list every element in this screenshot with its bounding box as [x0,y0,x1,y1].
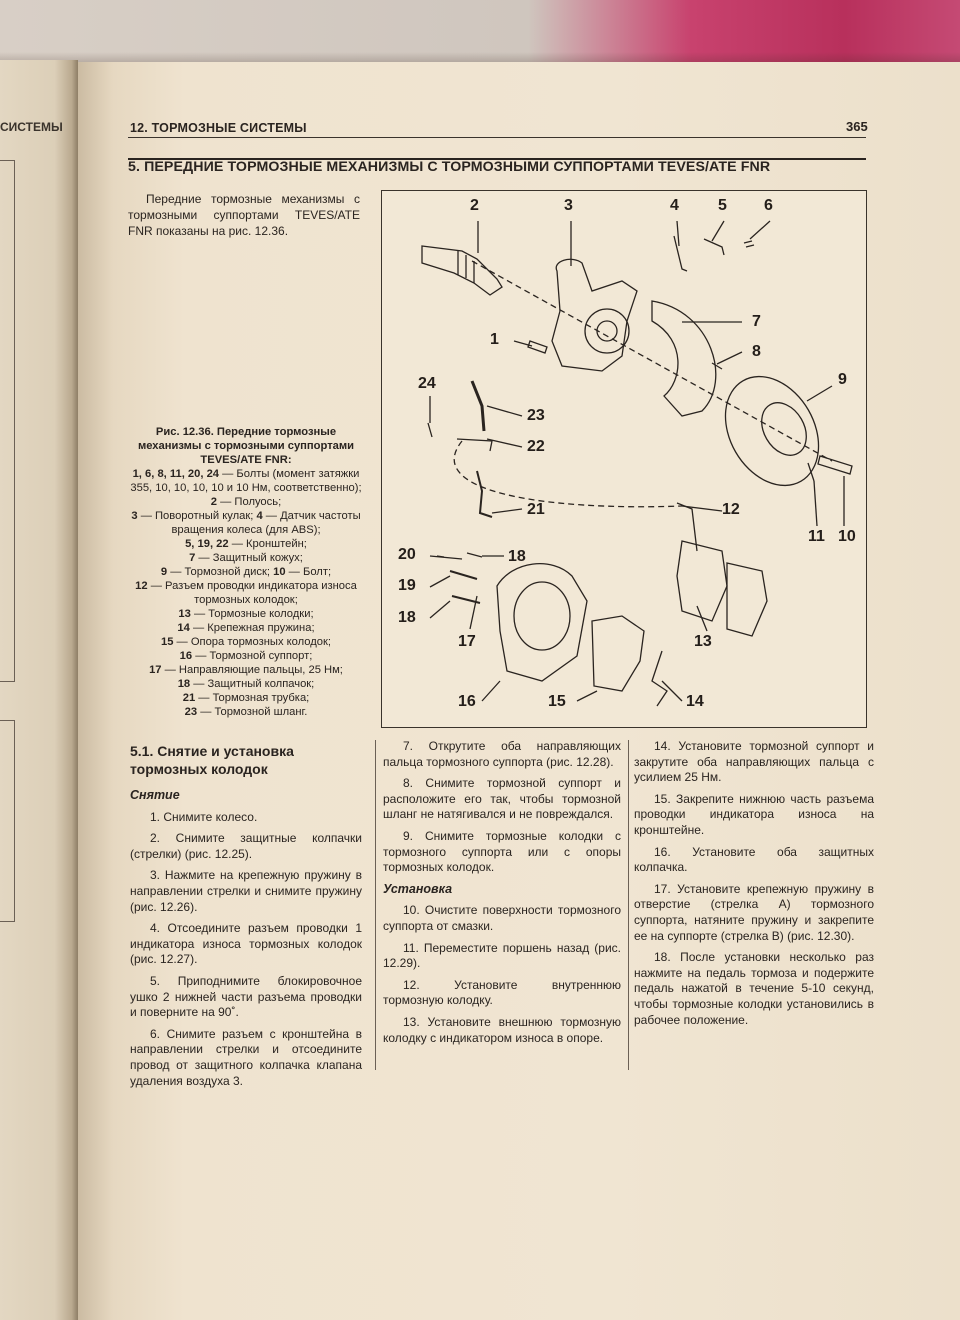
callout-1: 1 [490,331,499,348]
callout-12: 12 [722,501,740,518]
step-14: 14. Установите тормозной суппорт и закрутите оба направляющих пальца с усилием 25 Нм. [634,739,874,785]
leader-line [807,386,832,401]
step-9: 9. Снимите тормозные колодки с тормозного суппорта или с опоры тормозных колодок. [383,828,621,875]
left-page-box [0,160,15,682]
callout-4: 4 [670,197,679,214]
caption-item: 1, 6, 8, 11, 20, 24 — Болты (момент затяжки 355, 10, 10, 10, 10 и 10 Нм, соответственно); [130,468,362,494]
step-15: 15. Закрепите нижнюю часть разъема проводки индикатора износа на кронштейне. [634,791,874,837]
caption-item: 17 — Направляющие пальцы, 25 Нм; [149,664,343,676]
step-17: 17. Установите крепежную пружину в отверстие (стрелка А) тормозного суппорта, натяните пружину и закрепите ее на суппорте (стрелка В) (рис. 12.30). [634,881,874,943]
step-7: 7. Открутите оба направляющих пальца тормозного суппорта (рис. 12.28). [383,739,621,769]
caption-item: 13 — Тормозные колодки; [178,608,314,620]
caption-item: 23 — Тормозной шланг. [184,706,308,718]
caption-item: 14 — Крепежная пружина; [177,622,315,634]
leader-line [662,681,682,701]
callout-19: 19 [398,577,416,594]
caption-item: 16 — Тормозной суппорт; [179,650,313,662]
text-column-3 [634,739,874,1034]
callout-24: 24 [418,375,436,392]
pad-carrier-shape [592,616,644,691]
callout-21: 21 [527,501,545,518]
callout-5: 5 [718,197,727,214]
column-divider [375,740,376,1070]
step-11: 11. Переместите поршень назад (рис. 12.29). [383,940,621,971]
left-page-header-fragment: СИСТЕМЫ [0,120,63,134]
callout-18: 18 [398,609,416,626]
intro-paragraph: Передние тормозные механизмы с тормозными суппортами TEVES/ATE FNR показаны на рис. 12.36. [128,192,360,238]
caption-item: 2 — Полуось; [210,496,282,508]
callout-3: 3 [564,197,573,214]
callout-7: 7 [752,313,761,330]
install-heading: Установка [383,881,453,896]
chapter-title: 12. ТОРМОЗНЫЕ СИСТЕМЫ [130,121,307,135]
subsection-title: 5.1. Снятие и установка тормозных колодок [130,743,294,777]
assembly-axis [472,261,832,461]
step-16: 16. Установите оба защитных колпачка. [634,844,874,875]
callout-14: 14 [686,693,704,710]
brake-disc-shape [707,360,838,502]
caption-item: 9 — Тормозной диск; [160,566,274,578]
leader-line [487,406,522,416]
callout-8: 8 [752,343,761,360]
leader-line [577,691,597,701]
text-column-2 [383,739,621,1052]
section-title: 5. ПЕРЕДНИЕ ТОРМОЗНЫЕ МЕХАНИЗМЫ С ТОРМОЗНЫМИ СУППОРТАМИ TEVES/ATE FNR [128,159,771,175]
callout-15: 15 [548,693,566,710]
brake-pad-shape [727,563,767,636]
column-divider [628,740,629,1070]
sensor-wire [454,441,682,507]
caption-item: 5, 19, 22 — Кронштейн; [185,538,307,550]
callout-18: 18 [508,548,526,565]
caption-item: 15 — Опора тормозных колодок; [160,636,332,648]
callout-22: 22 [527,438,545,455]
caption-item: 18 — Защитный колпачок; [177,678,315,690]
caption-title: Рис. 12.36. Передние тормозные механизмы с тормозными суппортами TEVES/ATE FNR: [137,426,355,466]
figure-caption [130,425,362,719]
leader-line [717,352,742,364]
caption-item: 3 — Поворотный кулак; [131,510,257,522]
callout-23: 23 [527,407,545,424]
leader-line [814,481,817,526]
left-page-edge [0,60,78,1320]
step-13: 13. Установите внешнюю тормозную колодку с индикатором износа в опоре. [383,1014,621,1045]
leader-line [482,681,500,701]
caption-item: 4 — Датчик частоты вращения колеса (для ABS); [171,510,361,536]
figure-12-36 [381,190,867,728]
steering-knuckle-shape [552,259,637,371]
step-12: 12. Установите внутреннюю тормозную колодку. [383,977,621,1008]
callout-6: 6 [764,197,773,214]
leader-line [712,221,724,241]
dust-shield-shape [652,301,716,416]
step-1: 1. Снимите колесо. [150,809,258,824]
step-3: 3. Нажмите на крепежную пружину в направлении стрелки и снимите пружину (рис. 12.26). [130,868,362,914]
step-2: 2. Снимите защитные колпачки (стрелки) (рис. 12.25). [130,831,362,861]
brake-exploded-diagram [382,191,866,727]
header-rule [128,137,866,138]
step-6: 6. Снимите разъем с кронштейна в направлении стрелки и отсоедините провод от защитного колпачка клапана удаления воздуха 3. [130,1026,362,1088]
step-5: 5. Приподнимите блокировочное ушко 2 нижней части разъема проводки и поверните на 90˚. [130,973,362,1020]
leader-line [750,221,770,239]
step-4: 4. Отсоедините разъем проводки 1 индикатора износа тормозных колодок (рис. 12.27). [130,921,362,967]
callout-17: 17 [458,633,476,650]
callout-13: 13 [694,633,712,650]
leader-line [430,601,450,618]
page-number: 365 [846,119,868,134]
caption-item: 12 — Разъем проводки индикатора износа тормозных колодок; [135,580,357,606]
caption-item: 7 — Защитный кожух; [189,552,303,564]
left-page-box [0,720,15,922]
caption-item: 21 — Тормозная трубка; [182,692,310,704]
callout-10: 10 [838,528,856,545]
intro-text [128,191,360,239]
step-10: 10. Очистите поверхности тормозного суппорта от смазки. [383,903,621,933]
leader-line [430,576,450,587]
step-18: 18. После установки несколько раз нажмите на педаль тормоза и подержите педаль нажатой в течение 5-10 секунд, чтобы тормозные колодки установились в рабочее положение. [634,950,874,1027]
leader-line [677,221,679,246]
leader-line [492,509,522,513]
step-8: 8. Снимите тормозной суппорт и расположите его так, чтобы тормозной шланг не натягивался и не повреждался. [383,776,621,822]
removal-heading: Снятие [130,788,180,802]
callout-16: 16 [458,693,476,710]
callout-2: 2 [470,197,479,214]
brake-caliper-shape [497,564,587,681]
text-column-1 [130,742,362,1095]
callout-11: 11 [808,528,825,545]
caption-item: 10 — Болт; [273,566,332,578]
callout-20: 20 [398,546,416,563]
callout-9: 9 [838,371,847,388]
brake-pad-shape [677,541,727,621]
leader-line [430,556,462,559]
background-cloth [0,0,960,70]
